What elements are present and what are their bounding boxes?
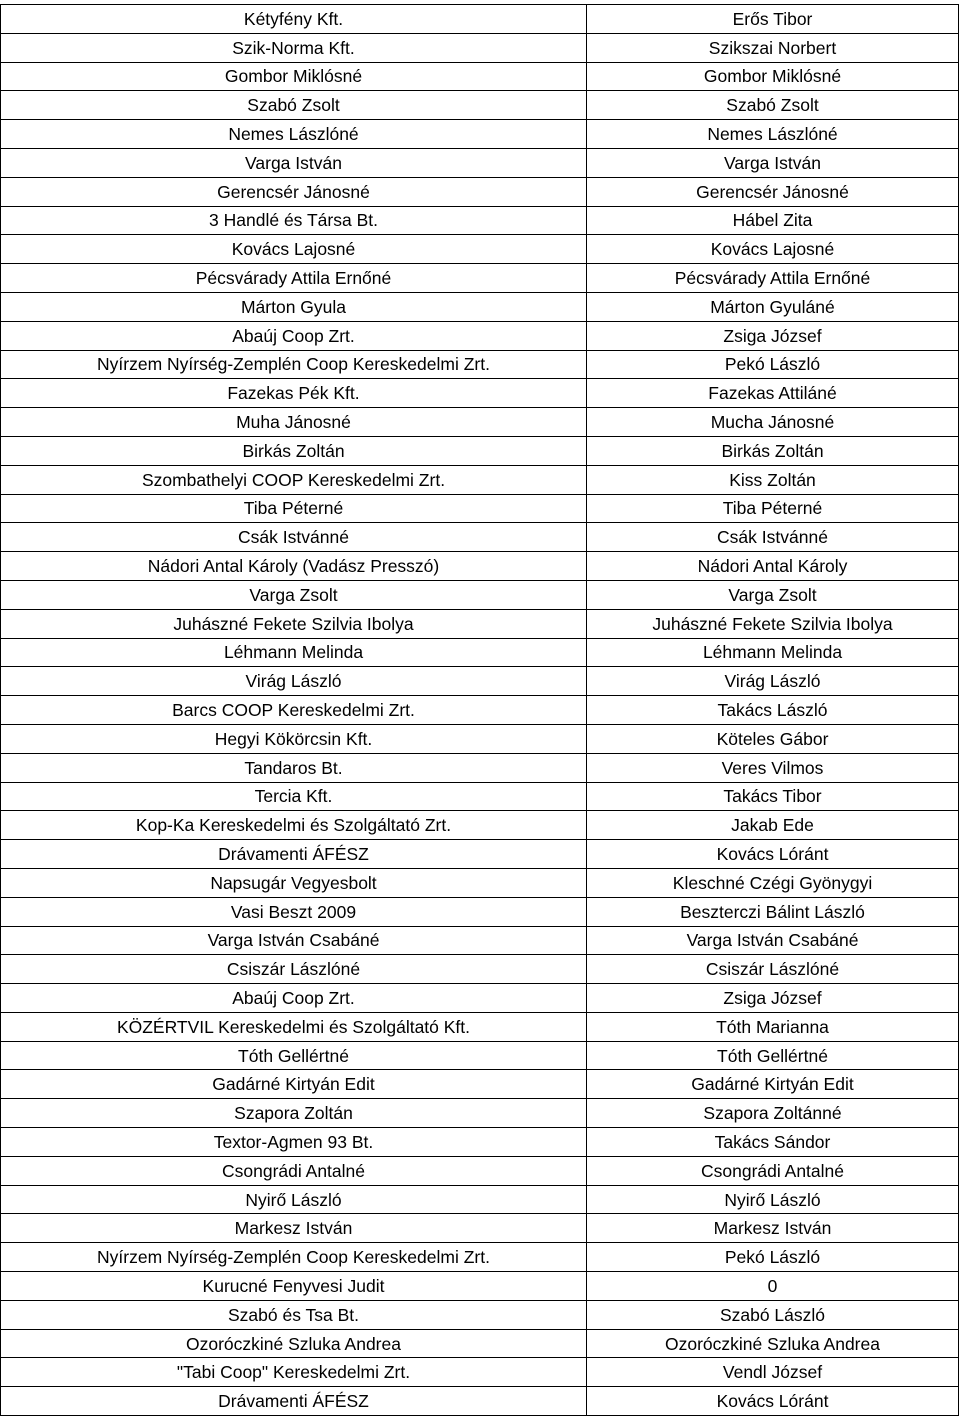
contact-cell: Zsiga József: [587, 984, 959, 1013]
data-table: [0, 4, 959, 1416]
contact-cell: Hábel Zita: [587, 206, 959, 235]
table-row: [1, 1156, 959, 1185]
contact-cell: Ozoróczkiné Szluka Andrea: [587, 1329, 959, 1358]
table-row: [1, 91, 959, 120]
contact-cell: Csiszár Lászlóné: [587, 955, 959, 984]
company-cell: Virág László: [1, 667, 587, 696]
contact-cell: Tiba Péterné: [587, 494, 959, 523]
table-row: [1, 840, 959, 869]
company-cell: Nádori Antal Károly (Vadász Presszó): [1, 552, 587, 581]
contact-cell: Takács Sándor: [587, 1128, 959, 1157]
company-cell: Szapora Zoltán: [1, 1099, 587, 1128]
contact-cell: Márton Gyuláné: [587, 292, 959, 321]
contact-cell: Fazekas Attiláné: [587, 379, 959, 408]
table-row: [1, 1214, 959, 1243]
table-row: [1, 955, 959, 984]
contact-cell: Pekó László: [587, 350, 959, 379]
company-cell: Szabó Zsolt: [1, 91, 587, 120]
table-row: [1, 696, 959, 725]
table-row: [1, 1099, 959, 1128]
company-cell: Szabó és Tsa Bt.: [1, 1300, 587, 1329]
company-cell: Juhászné Fekete Szilvia Ibolya: [1, 609, 587, 638]
contact-cell: Zsiga József: [587, 321, 959, 350]
company-cell: Muha Jánosné: [1, 408, 587, 437]
company-cell: Kovács Lajosné: [1, 235, 587, 264]
company-cell: Fazekas Pék Kft.: [1, 379, 587, 408]
contact-cell: 0: [587, 1272, 959, 1301]
contact-cell: Gerencsér Jánosné: [587, 177, 959, 206]
table-row: [1, 62, 959, 91]
contact-cell: Erős Tibor: [587, 5, 959, 34]
table-row: [1, 292, 959, 321]
table-row: [1, 724, 959, 753]
company-cell: Textor-Agmen 93 Bt.: [1, 1128, 587, 1157]
company-cell: Csongrádi Antalné: [1, 1156, 587, 1185]
company-cell: Barcs COOP Kereskedelmi Zrt.: [1, 696, 587, 725]
contact-cell: Varga István Csabáné: [587, 926, 959, 955]
contact-cell: Virág László: [587, 667, 959, 696]
contact-cell: Szapora Zoltánné: [587, 1099, 959, 1128]
company-cell: Drávamenti ÁFÉSZ: [1, 1387, 587, 1416]
table-row: [1, 523, 959, 552]
table-row: [1, 264, 959, 293]
table-row: [1, 33, 959, 62]
contact-cell: Gombor Miklósné: [587, 62, 959, 91]
table-row: [1, 667, 959, 696]
contact-cell: Birkás Zoltán: [587, 436, 959, 465]
table-row: [1, 984, 959, 1013]
company-cell: Csiszár Lászlóné: [1, 955, 587, 984]
contact-cell: Gadárné Kirtyán Edit: [587, 1070, 959, 1099]
contact-cell: Csongrádi Antalné: [587, 1156, 959, 1185]
contact-cell: Szabó Zsolt: [587, 91, 959, 120]
table-row: [1, 580, 959, 609]
company-cell: Márton Gyula: [1, 292, 587, 321]
table-row: [1, 120, 959, 149]
contact-cell: Pekó László: [587, 1243, 959, 1272]
contact-cell: Kovács Lóránt: [587, 1387, 959, 1416]
table-row: [1, 465, 959, 494]
company-cell: Abaúj Coop Zrt.: [1, 984, 587, 1013]
company-cell: 3 Handlé és Társa Bt.: [1, 206, 587, 235]
company-cell: Drávamenti ÁFÉSZ: [1, 840, 587, 869]
table-row: [1, 379, 959, 408]
table-row: [1, 206, 959, 235]
table-row: [1, 638, 959, 667]
table-row: [1, 436, 959, 465]
company-cell: Nemes Lászlóné: [1, 120, 587, 149]
contact-cell: Nádori Antal Károly: [587, 552, 959, 581]
table-row: [1, 1272, 959, 1301]
company-cell: Varga Zsolt: [1, 580, 587, 609]
contact-cell: Kovács Lóránt: [587, 840, 959, 869]
company-cell: Abaúj Coop Zrt.: [1, 321, 587, 350]
table-row: [1, 782, 959, 811]
table-row: [1, 1358, 959, 1387]
contact-cell: Kiss Zoltán: [587, 465, 959, 494]
contact-cell: Szikszai Norbert: [587, 33, 959, 62]
contact-cell: Tóth Marianna: [587, 1012, 959, 1041]
table-row: [1, 148, 959, 177]
contact-cell: Veres Vilmos: [587, 753, 959, 782]
company-cell: Vasi Beszt 2009: [1, 897, 587, 926]
table-row: [1, 1387, 959, 1416]
table-row: [1, 811, 959, 840]
contact-cell: Csák Istvánné: [587, 523, 959, 552]
company-cell: Markesz István: [1, 1214, 587, 1243]
company-cell: Tandaros Bt.: [1, 753, 587, 782]
company-cell: Nyirő László: [1, 1185, 587, 1214]
table-row: [1, 1128, 959, 1157]
company-cell: Napsugár Vegyesbolt: [1, 868, 587, 897]
contact-cell: Varga Zsolt: [587, 580, 959, 609]
table-row: [1, 1070, 959, 1099]
company-cell: Hegyi Kökörcsin Kft.: [1, 724, 587, 753]
company-cell: Léhmann Melinda: [1, 638, 587, 667]
table-row: [1, 609, 959, 638]
table-row: [1, 1041, 959, 1070]
company-cell: Tercia Kft.: [1, 782, 587, 811]
contact-cell: Nyirő László: [587, 1185, 959, 1214]
company-cell: Kurucné Fenyvesi Judit: [1, 1272, 587, 1301]
table-row: [1, 753, 959, 782]
table-row: [1, 1012, 959, 1041]
contact-cell: Takács László: [587, 696, 959, 725]
contact-cell: Markesz István: [587, 1214, 959, 1243]
company-cell: Birkás Zoltán: [1, 436, 587, 465]
contact-cell: Kovács Lajosné: [587, 235, 959, 264]
table-row: [1, 1329, 959, 1358]
table-row: [1, 494, 959, 523]
company-cell: Nyírzem Nyírség-Zemplén Coop Kereskedelmi Zrt.: [1, 1243, 587, 1272]
company-cell: Gombor Miklósné: [1, 62, 587, 91]
company-cell: Szik-Norma Kft.: [1, 33, 587, 62]
table-row: [1, 926, 959, 955]
company-cell: "Tabi Coop" Kereskedelmi Zrt.: [1, 1358, 587, 1387]
company-cell: Varga István: [1, 148, 587, 177]
contact-cell: Takács Tibor: [587, 782, 959, 811]
table-row: [1, 897, 959, 926]
contact-cell: Pécsvárady Attila Ernőné: [587, 264, 959, 293]
table-row: [1, 321, 959, 350]
company-cell: Csák Istvánné: [1, 523, 587, 552]
company-cell: Tóth Gellértné: [1, 1041, 587, 1070]
contact-cell: Jakab Ede: [587, 811, 959, 840]
table-row: [1, 1300, 959, 1329]
contact-cell: Juhászné Fekete Szilvia Ibolya: [587, 609, 959, 638]
contact-cell: Vendl József: [587, 1358, 959, 1387]
table-row: [1, 552, 959, 581]
company-cell: Tiba Péterné: [1, 494, 587, 523]
company-cell: Nyírzem Nyírség-Zemplén Coop Kereskedelmi Zrt.: [1, 350, 587, 379]
company-cell: Gadárné Kirtyán Edit: [1, 1070, 587, 1099]
company-cell: Kop-Ka Kereskedelmi és Szolgáltató Zrt.: [1, 811, 587, 840]
contact-cell: Nemes Lászlóné: [587, 120, 959, 149]
contact-cell: Kleschné Czégi Gyönygyi: [587, 868, 959, 897]
contact-cell: Köteles Gábor: [587, 724, 959, 753]
company-cell: Varga István Csabáné: [1, 926, 587, 955]
contact-cell: Varga István: [587, 148, 959, 177]
contact-cell: Beszterczi Bálint László: [587, 897, 959, 926]
table-row: [1, 1243, 959, 1272]
company-cell: Szombathelyi COOP Kereskedelmi Zrt.: [1, 465, 587, 494]
company-cell: Pécsvárady Attila Ernőné: [1, 264, 587, 293]
contact-cell: Mucha Jánosné: [587, 408, 959, 437]
table-row: [1, 235, 959, 264]
table-row: [1, 350, 959, 379]
table-row: [1, 868, 959, 897]
company-cell: Ozoróczkiné Szluka Andrea: [1, 1329, 587, 1358]
contact-cell: Léhmann Melinda: [587, 638, 959, 667]
table-row: [1, 177, 959, 206]
company-cell: KÖZÉRTVIL Kereskedelmi és Szolgáltató Kft.: [1, 1012, 587, 1041]
table-body: [1, 5, 959, 1416]
table-row: [1, 408, 959, 437]
contact-cell: Tóth Gellértné: [587, 1041, 959, 1070]
table-row: [1, 1185, 959, 1214]
table-row: [1, 5, 959, 34]
company-cell: Kétyfény Kft.: [1, 5, 587, 34]
contact-cell: Szabó László: [587, 1300, 959, 1329]
company-cell: Gerencsér Jánosné: [1, 177, 587, 206]
